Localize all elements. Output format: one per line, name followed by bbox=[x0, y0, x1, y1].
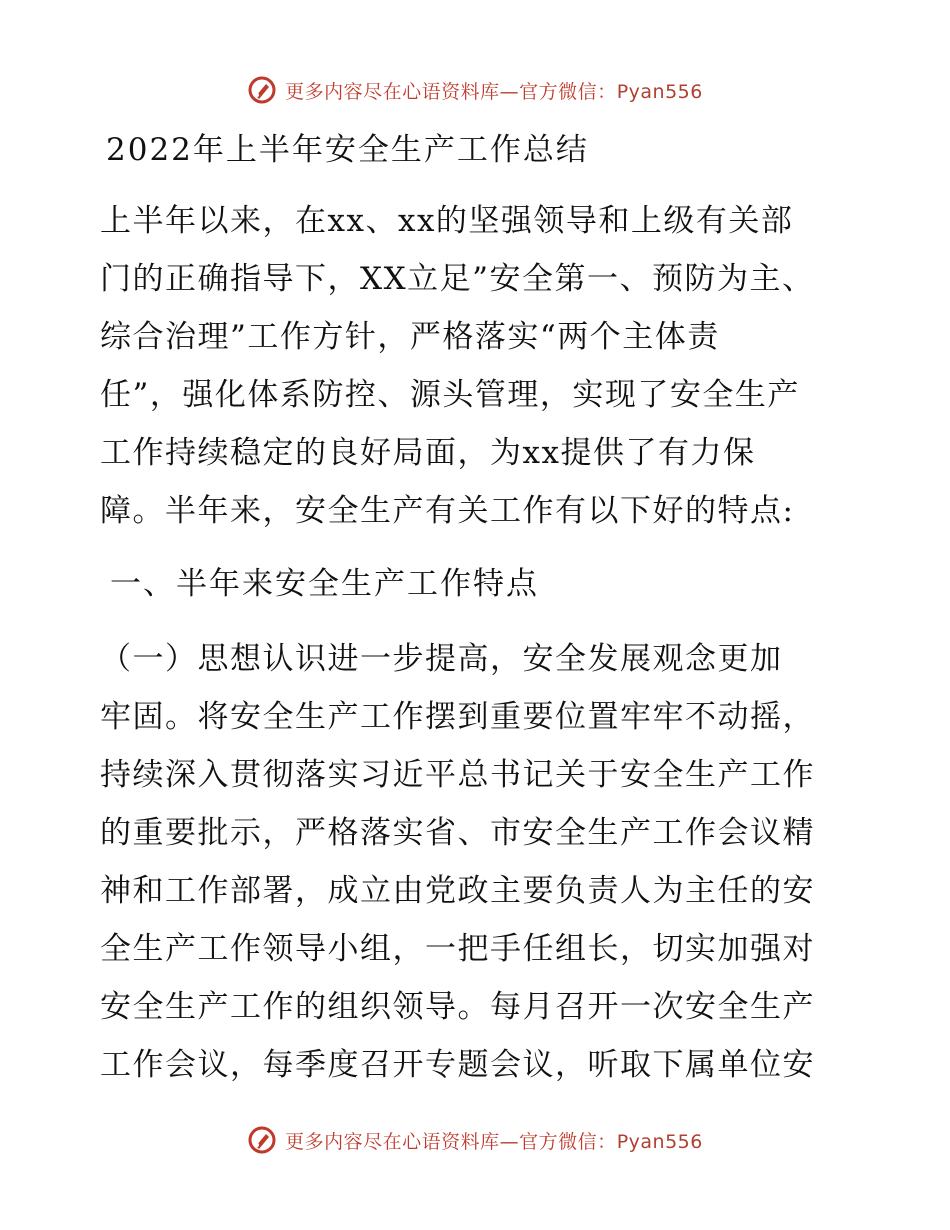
paragraph-line: （一）思想认识进一步提高，安全发展观念更加 bbox=[100, 641, 783, 677]
paragraph-line: 全生产工作领导小组，一把手任组长，切实加强对 bbox=[100, 931, 815, 967]
watermark-site-text: 更多内容尽在心语资料库 bbox=[285, 80, 500, 103]
watermark-text bbox=[285, 77, 703, 104]
paragraph-line: 任”，强化体系防控、源头管理，实现了安全生产 bbox=[100, 377, 800, 413]
watermark-footer bbox=[0, 1120, 950, 1160]
pen-logo-icon bbox=[247, 75, 277, 105]
paragraph-line: 牢固。将安全生产工作摆到重要位置牢牢不动摇， bbox=[100, 699, 815, 735]
document-title: 2022年上半年安全生产工作总结 bbox=[106, 132, 589, 168]
section-heading: 一、半年来安全生产工作特点 bbox=[110, 566, 539, 602]
watermark-separator: — bbox=[499, 80, 520, 103]
paragraph-line: 障。半年来，安全生产有关工作有以下好的特点: bbox=[100, 493, 795, 529]
watermark-site-text: 更多内容尽在心语资料库 bbox=[285, 1130, 500, 1153]
watermark-official-text: 官方微信： bbox=[519, 80, 617, 103]
paragraph-line: 神和工作部署，成立由党政主要负责人为主任的安 bbox=[100, 873, 815, 909]
paragraph-line: 的重要批示，严格落实省、市安全生产工作会议精 bbox=[100, 815, 815, 851]
watermark-header bbox=[0, 70, 950, 110]
paragraph-line: 工作会议，每季度召开专题会议，听取下属单位安 bbox=[100, 1047, 815, 1083]
paragraph-line: 综合治理”工作方针，严格落实“两个主体责 bbox=[100, 319, 720, 355]
watermark-handle: Pyan556 bbox=[616, 1130, 703, 1153]
watermark-text bbox=[285, 1127, 703, 1154]
watermark-handle: Pyan556 bbox=[616, 80, 703, 103]
paragraph-line: 持续深入贯彻落实习近平总书记关于安全生产工作 bbox=[100, 757, 815, 793]
paragraph-line: 工作持续稳定的良好局面，为xx提供了有力保 bbox=[100, 435, 756, 471]
watermark-official-text: 官方微信： bbox=[519, 1130, 617, 1153]
paragraph-line: 安全生产工作的组织领导。每月召开一次安全生产 bbox=[100, 989, 815, 1025]
paragraph-line: 门的正确指导下，XX立足”安全第一、预防为主、 bbox=[100, 261, 815, 297]
section-paragraph bbox=[100, 630, 860, 1094]
intro-paragraph bbox=[100, 192, 860, 540]
watermark-separator: — bbox=[499, 1130, 520, 1153]
pen-logo-icon bbox=[247, 1125, 277, 1155]
paragraph-line: 上半年以来，在xx、xx的坚强领导和上级有关部 bbox=[100, 203, 794, 239]
